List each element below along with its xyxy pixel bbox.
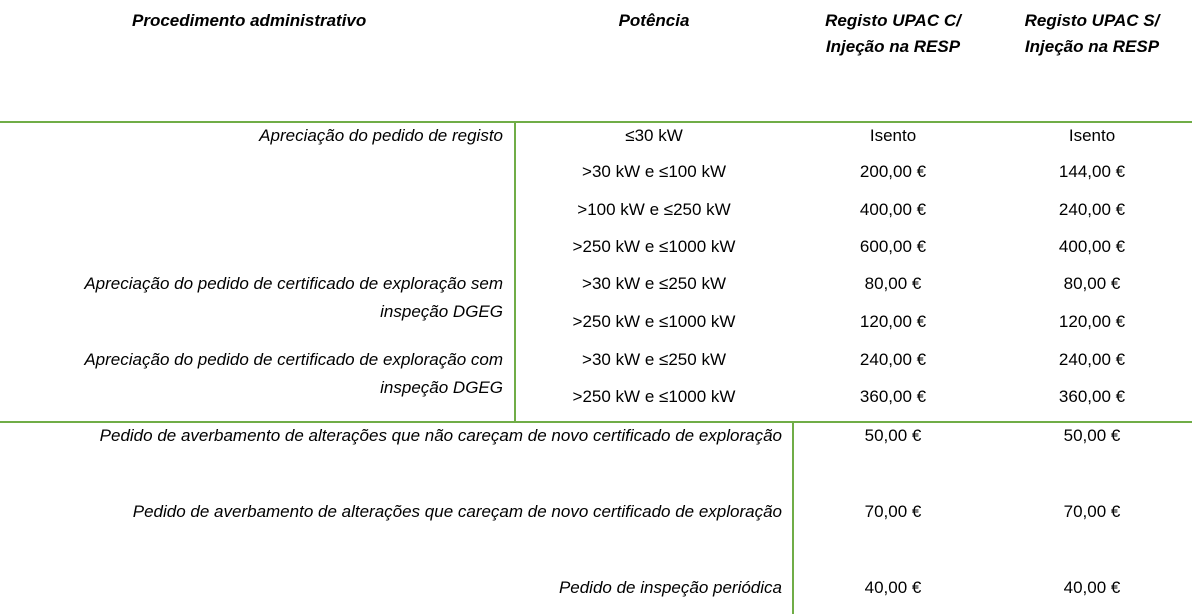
header-com-injecao [793, 8, 993, 60]
procedure-cert-sem-inspecao-line2: inspeção DGEG [380, 302, 503, 321]
header-potencia: Potência [618, 11, 690, 30]
fee-com-injecao-cell: 70,00 € [864, 502, 922, 521]
fee-com-injecao-cell: 40,00 € [864, 578, 922, 597]
fee-com-injecao-cell: 600,00 € [859, 237, 927, 256]
potencia-cell: >30 kW e ≤250 kW [582, 350, 726, 369]
fee-sem-injecao-cell: 240,00 € [1058, 350, 1126, 369]
fee-sem-injecao-cell: Isento [1068, 126, 1116, 145]
fee-sem-injecao-cell: 40,00 € [1063, 578, 1121, 597]
procedure-cert-com-inspecao-label [0, 346, 503, 402]
fee-sem-injecao-cell: 120,00 € [1058, 312, 1126, 331]
fee-sem-injecao-cell: 400,00 € [1058, 237, 1126, 256]
potencia-cell: >250 kW e ≤1000 kW [572, 387, 736, 406]
fee-sem-injecao-cell: 80,00 € [1063, 274, 1121, 293]
header-sem-injecao [992, 8, 1192, 60]
fee-com-injecao-cell: 360,00 € [859, 387, 927, 406]
header-procedimento: Procedimento administrativo [132, 11, 367, 30]
header-sem-injecao-line1: Registo UPAC S/ [1024, 11, 1160, 30]
section1-vertical-divider [514, 121, 516, 422]
fee-sem-injecao-cell: 144,00 € [1058, 162, 1126, 181]
potencia-cell: >30 kW e ≤100 kW [582, 162, 726, 181]
fee-com-injecao-cell: 80,00 € [864, 274, 922, 293]
procedure-averbamento-com-cert-label: Pedido de averbamento de alterações que careçam de novo certificado de exploração [132, 502, 782, 521]
fee-com-injecao-cell: 50,00 € [864, 426, 922, 445]
fee-sem-injecao-cell: 50,00 € [1063, 426, 1121, 445]
fee-com-injecao-cell: 120,00 € [859, 312, 927, 331]
procedure-cert-sem-inspecao-label [0, 270, 503, 326]
potencia-cell: >250 kW e ≤1000 kW [572, 312, 736, 331]
fee-sem-injecao-cell: 240,00 € [1058, 200, 1126, 219]
procedure-inspecao-periodica-label: Pedido de inspeção periódica [558, 578, 782, 597]
fee-com-injecao-cell: 240,00 € [859, 350, 927, 369]
fee-sem-injecao-cell: 360,00 € [1058, 387, 1126, 406]
fee-sem-injecao-cell: 70,00 € [1063, 502, 1121, 521]
potencia-cell: ≤30 kW [625, 126, 683, 145]
potencia-cell: >100 kW e ≤250 kW [577, 200, 731, 219]
fee-com-injecao-cell: 200,00 € [859, 162, 927, 181]
header-sem-injecao-line2: Injeção na RESP [1024, 37, 1160, 56]
fee-com-injecao-cell: 400,00 € [859, 200, 927, 219]
header-com-injecao-line2: Injeção na RESP [825, 37, 961, 56]
header-com-injecao-line1: Registo UPAC C/ [825, 11, 961, 30]
procedure-averbamento-sem-cert-label: Pedido de averbamento de alterações que não careçam de novo certificado de exploração [99, 426, 782, 445]
procedure-cert-com-inspecao-line2: inspeção DGEG [380, 378, 503, 397]
procedure-cert-sem-inspecao-line1: Apreciação do pedido de certificado de exploração sem [84, 274, 503, 293]
procedure-registo-label: Apreciação do pedido de registo [259, 126, 503, 145]
potencia-cell: >250 kW e ≤1000 kW [572, 237, 736, 256]
fee-com-injecao-cell: Isento [869, 126, 917, 145]
procedure-cert-com-inspecao-line1: Apreciação do pedido de certificado de exploração com [84, 350, 503, 369]
potencia-cell: >30 kW e ≤250 kW [582, 274, 726, 293]
